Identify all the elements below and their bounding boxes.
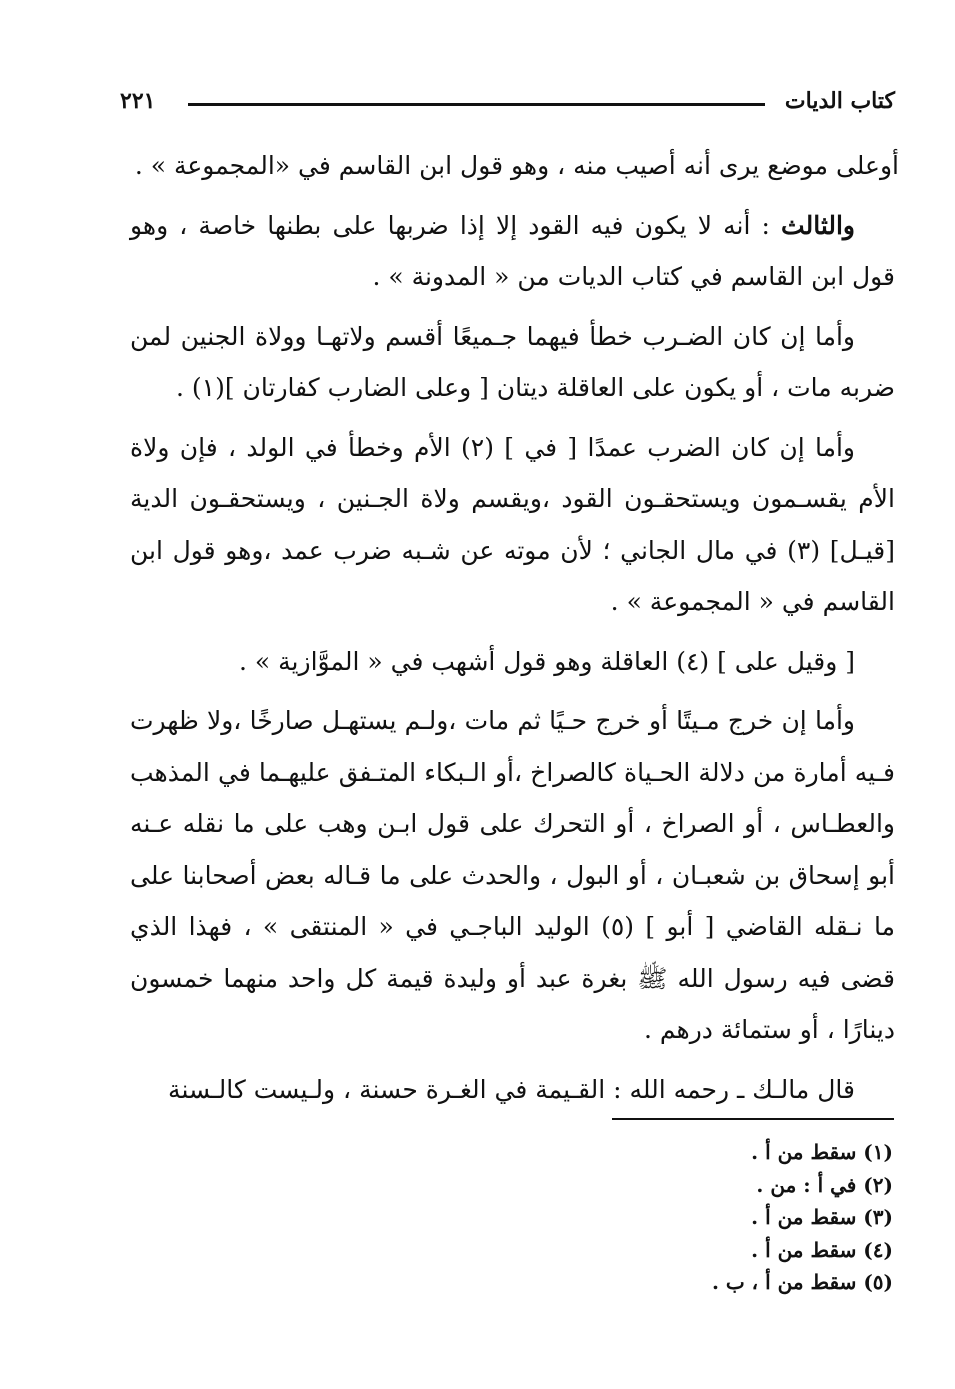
paragraph-text: وأما إن كان الضـرب خطأ فيهما جـميعًا أقسم ولاتهـا وولاة الجنين لمن ضربه مات ، أو يكون على العاقلة ديتان [ وعلى الضارب كفارتان ](١) . [130,321,895,402]
footnote-1: (١) سقط من أ . [751,1140,893,1164]
paragraph-4 [130,422,895,628]
paragraph-5 [130,636,895,688]
header-title: كتاب الديات [784,88,895,114]
page-number: ٢٢١ [120,88,156,114]
paragraph-text: [ وقيل على ] (٤) العاقلة وهو قول أشهب في « الموَّازية » . [239,646,855,676]
paragraph-text: وأما إن خرج مـيتًا أو خرج حـيًا ثم مات ،ولـم يستهـل صارخًا ،ولا ظهرت فـيه أمارة من دلالة الحـياة كالصراخ ،أو الـبكاء المتـفق عليهـما في المذهب والعطـاس ، أو الصراخ ، أو التحرك على قول ابـن وهب على ما نقله عـنه أبو إسحاق بن شعبـان ، أو البول ، والحدث على ما قـاله بعض أصحابنا على ما نـقله القاضي [ أبو ] (٥) الوليد الباجـي في « المنتقى » ، فهذا الذي قضى فيه رسول الله ﷺ بغرة عبد أو وليدة قيمة كل واحد منهما خمسون دينارًا ، أو ستمائة درهم . [130,706,895,1044]
footnote-divider [612,1118,894,1120]
paragraph-2 [130,200,895,303]
footnote-5: (٥) سقط من أ ، ب . [711,1270,893,1294]
footnote-2: (٢) في أ : من . [756,1172,893,1197]
paragraph-6 [130,695,895,1056]
paragraph-text: أوعلى موضع يرى أنه أصيب منه ، وهو قول ابن القاسم في «المجموعة » . [134,151,899,180]
paragraph-text: وأما إن كان الضرب عمدًا [ في ] (٢) الأم وخطأ في الولد ، فإن ولاة الأم يقسـمون ويستحقـون القود ،ويقسم ولاة الجـنين ، ويستحقـون الدية [قيـل] (٣) في مال الجاني ؛ لأن موته عن شـبه ضرب عمد ،وهو قول ابن القاسم في « المجموعة » . [130,432,895,616]
paragraph-lead: والثالث [781,210,855,240]
footnote-3: (٣) سقط من أ . [751,1205,893,1229]
paragraph-text: : أنه لا يكون فيه القود إلا إذا ضربها على بطنها خاصة ، وهو قول ابن القاسم في كتاب الديات من « المدونة » . [130,210,895,291]
page-header [120,84,895,124]
paragraph-text: قال مالـك ـ رحمه الله : القـيمة في الغـرة حسنة ، ولـيست كالـسنة [168,1074,855,1104]
footnote-4: (٤) سقط من أ . [751,1237,893,1262]
paragraph-7 [130,1064,895,1116]
paragraph-1 [130,140,899,192]
paragraph-3 [130,311,895,414]
footnotes [593,1136,893,1299]
main-text [130,140,899,1123]
header-rule [188,103,765,106]
